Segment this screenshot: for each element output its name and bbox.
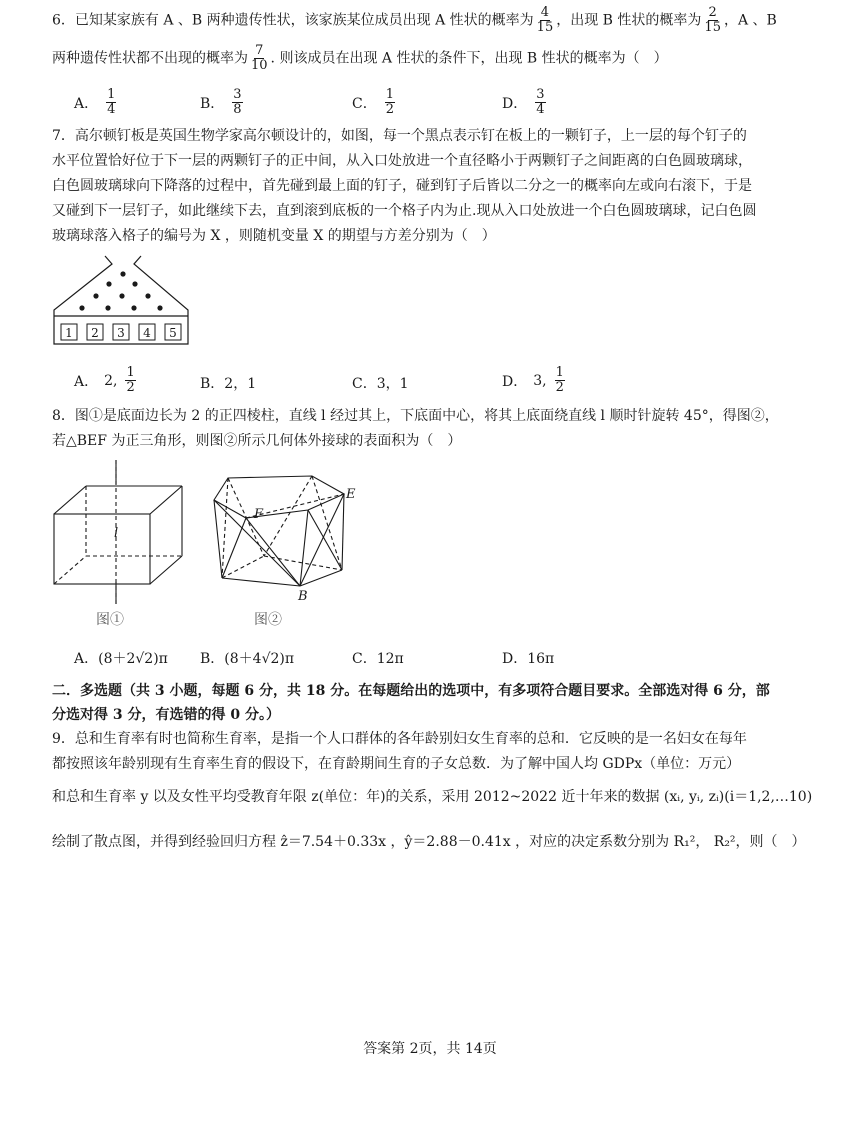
page-footer: 答案第 2页，共 14页 <box>363 1041 497 1057</box>
q8-option-d: D．16π <box>502 651 555 667</box>
q8-option-c: C．12π <box>352 651 404 667</box>
q6-frac-pa: $\frac{4}{15}$ <box>536 5 554 35</box>
q8-option-b: B．(8＋4√2)π <box>200 651 295 667</box>
q6-text-e: . 则该成员在出现 A 性状的条件下，出现 B 性状的概率为（ ） <box>270 50 668 67</box>
q7-line3: 白色圆玻璃球向下降落的过程中，首先碰到最上面的钉子，碰到钉子后皆以二分之一的概率向左或向右滚下，于是 <box>52 178 752 194</box>
galton-box-label: 2 <box>91 326 99 340</box>
galton-box-label: 5 <box>169 326 177 340</box>
q7-option-a: A． 2, $\frac{1}{2}$ <box>74 365 135 395</box>
q6-option-a: A． $\frac{1}{4}$ <box>74 87 116 117</box>
q7-line1: 7．高尔顿钉板是英国生物学家高尔顿设计的，如图，每一个黑点表示钉在板上的一颗钉子，上一层的每个钉子的 <box>52 128 747 144</box>
q6-option-c: C． $\frac{1}{2}$ <box>352 87 394 117</box>
q6-text-d: 两种遗传性状都不出现的概率为 <box>52 50 248 67</box>
q7-option-c: C．3，1 <box>352 376 409 392</box>
q7-line5: 玻璃球落入格子的编号为 X ，则随机变量 X 的期望与方差分别为（ ） <box>52 228 496 244</box>
q9-line4: 绘制了散点图，并得到经验回归方程 ẑ＝7.54＋0.33x ，ŷ＝2.88－0.41x ，对应的决定系数分别为 R₁²， R₂²，则（ ） <box>52 834 806 850</box>
q7-line4: 又碰到下一层钉子，如此继续下去，直到滚到底板的一个格子内为止.现从入口处放进一个白色圆玻璃球，记白色圆 <box>52 203 757 219</box>
q8-option-a: A．(8＋2√2)π <box>74 651 168 667</box>
q7-line2: 水平位置恰好位于下一层的两颗钉子的正中间，从入口处放进一个直径略小于两颗钉子之间距离的白色圆玻璃球， <box>52 153 752 169</box>
q7-option-d: D． 3, $\frac{1}{2}$ <box>502 365 564 395</box>
q9-line3: 和总和生育率 y 以及女性平均受教育年限 z(单位：年)的关系，采用 2012~2022 近十年来的数据 (xᵢ, yᵢ, zᵢ)(i＝1,2,…10) <box>52 789 813 805</box>
q6-frac-pb: $\frac{2}{15}$ <box>704 5 721 35</box>
prism-figures <box>50 458 370 630</box>
q6-line2 <box>52 44 668 73</box>
section2-heading-line1: 二．多选题（共 3 小题，每题 6 分，共 18 分。在每题给出的选项中，有多项符合题目要求。全部选对得 6 分，部 <box>52 683 770 699</box>
fig1-caption: 图① <box>96 612 124 628</box>
q7-option-b: B．2，1 <box>200 376 257 392</box>
q8-line2: 若△BEF 为正三角形，则图②所示几何体外接球的表面积为（ ） <box>52 433 462 449</box>
fig1-axis-label: l <box>114 526 119 541</box>
q6-frac-none: $\frac{7}{10}$ <box>251 43 268 73</box>
q6-text-b: ，出现 B 性状的概率为 <box>556 12 702 29</box>
figure-2-antiprism <box>214 476 344 586</box>
fig2-point-f: F <box>254 507 264 522</box>
fig2-point-e: E <box>346 487 356 502</box>
q8-line1: 8．图①是底面边长为 2 的正四棱柱，直线 l 经过其上，下底面中心，将其上底面绕直线 l 顺时针旋转 45°，得图②， <box>52 408 779 424</box>
q6-text-a: 6．已知某家族有 A 、B 两种遗传性状，该家族某位成员出现 A 性状的概率为 <box>52 12 534 29</box>
q6-option-b: B． $\frac{3}{8}$ <box>200 87 242 117</box>
q6-line1 <box>52 6 777 35</box>
q9-line2: 都按照该年龄别现有生育率生育的假设下，在育龄期间生育的子女总数．为了解中国人均 GDPx（单位：万元） <box>52 756 741 772</box>
galton-box-label: 3 <box>117 326 125 340</box>
q6-text-c: ，A 、B <box>723 12 777 29</box>
galton-box-label: 1 <box>65 326 73 340</box>
galton-board-figure <box>50 254 192 348</box>
galton-box-label: 4 <box>143 326 151 340</box>
fig2-point-b: B <box>298 589 308 604</box>
q6-option-d: D． $\frac{3}{4}$ <box>502 87 545 117</box>
fig2-caption: 图② <box>254 612 282 628</box>
q9-line1: 9．总和生育率有时也简称生育率，是指一个人口群体的各年龄别妇女生育率的总和．它反映的是一名妇女在每年 <box>52 731 747 747</box>
section2-heading-line2: 分选对得 3 分，有选错的得 0 分。） <box>52 707 280 723</box>
